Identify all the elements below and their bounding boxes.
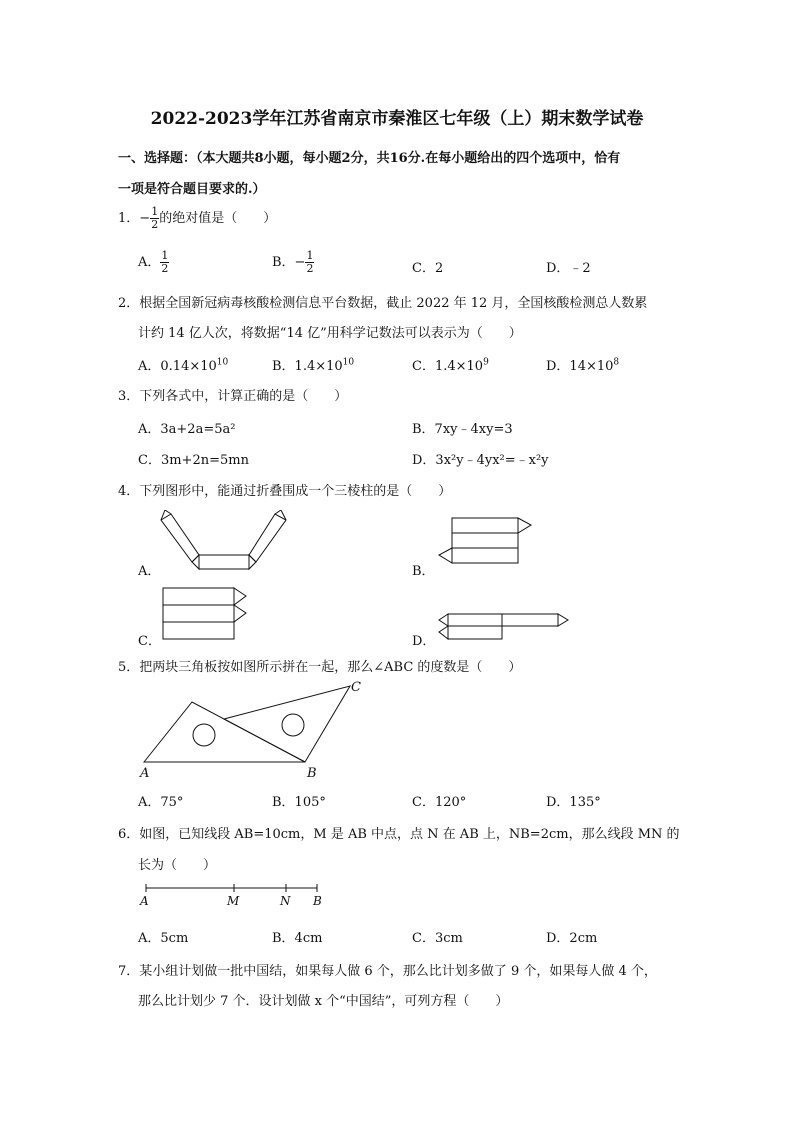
q4-net-b xyxy=(436,515,536,573)
q4-net-d xyxy=(436,606,576,644)
question-7-line2: 那么比计划少 7 个．设计划做 x 个“中国结”，可列方程（ ） xyxy=(138,994,509,1009)
q2-option-c[interactable]: C．$1.4\times 10^9$ xyxy=(412,357,489,374)
q6-option-d[interactable]: D．2cm xyxy=(546,931,598,946)
question-5: 5．把两块三角板按如图所示拼在一起，那么∠ABC 的度数是（ ） xyxy=(118,660,522,675)
q5-option-b[interactable]: B．105° xyxy=(272,795,326,810)
question-2-line2: 计约 14 亿人次，将数据“14 亿”用科学记数法可以表示为（ ） xyxy=(138,326,522,341)
q6-label-n: N xyxy=(280,894,291,908)
q1-option-d[interactable]: D．﹣2 xyxy=(546,261,591,276)
section-header-line1: 一、选择题：（本大题共8小题，每小题2分，共16分.在每小题给出的四个选项中，恰有 xyxy=(118,151,621,166)
question-1 xyxy=(118,206,276,231)
q1-stem: 的绝对值是（ ） xyxy=(159,211,277,226)
q4-net-c xyxy=(160,585,255,643)
q2-option-d[interactable]: D．$14\times 10^8$ xyxy=(546,357,620,374)
q5-label-a: A xyxy=(140,766,150,781)
q6-label-b: B xyxy=(313,894,322,908)
q2-option-b[interactable]: B．$1.4\times 10^{10}$ xyxy=(272,357,355,374)
q2-option-a[interactable]: A．$0.14\times 10^{10}$ xyxy=(138,357,229,374)
question-6-line1: 6．如图，已知线段 AB=10cm，M 是 AB 中点，点 N 在 AB 上，NB=2cm，那么线段 MN 的 xyxy=(118,827,680,842)
q6-option-b[interactable]: B．4cm xyxy=(272,931,323,946)
question-4: 4．下列图形中，能通过折叠围成一个三棱柱的是（ ） xyxy=(118,484,452,499)
q5-option-c[interactable]: C．120° xyxy=(412,795,467,810)
q3-option-a[interactable]: A．3a+2a=5a² xyxy=(138,422,236,437)
q1-option-c[interactable]: C．2 xyxy=(412,261,444,276)
q4-option-b-label[interactable]: B． xyxy=(412,564,435,579)
q6-option-a[interactable]: A．5cm xyxy=(138,931,189,946)
page-title: 2022-2023学年江苏省南京市秦淮区七年级（上）期末数学试卷 xyxy=(150,109,644,129)
q4-option-d-label[interactable]: D． xyxy=(412,634,436,649)
q5-triangles-figure xyxy=(130,676,370,784)
question-7-line1: 7．某小组计划做一批中国结，如果每人做 6 个，那么比计划多做了 9 个，如果每人做 4 个， xyxy=(118,964,657,979)
q6-option-c[interactable]: C．3cm xyxy=(412,931,463,946)
q3-option-b[interactable]: B．7xy﹣4xy=3 xyxy=(412,422,513,437)
q6-label-a: A xyxy=(140,894,149,908)
q1-sign: − xyxy=(139,211,151,226)
q6-segment-figure xyxy=(136,880,336,912)
section-header-line2: 一项是符合题目要求的.） xyxy=(118,182,266,197)
q1-number: 1． xyxy=(118,211,140,226)
q3-option-d[interactable]: D．3x²y﹣4yx²=﹣x²y xyxy=(412,453,549,468)
question-2-line1: 2．根据全国新冠病毒核酸检测信息平台数据，截止 2022 年 12 月，全国核酸检测总人数累 xyxy=(118,296,648,311)
q5-label-c: C xyxy=(351,680,361,695)
q6-label-m: M xyxy=(227,894,240,908)
q5-label-b: B xyxy=(307,766,317,781)
q1-option-b[interactable]: B．− $\frac{1}{2}$ xyxy=(272,249,314,275)
q4-option-c-label[interactable]: C． xyxy=(138,634,161,649)
q4-net-a xyxy=(155,510,295,572)
q5-option-a[interactable]: A．75° xyxy=(138,795,184,810)
q3-option-c[interactable]: C．3m+2n=5mn xyxy=(138,453,249,468)
question-3: 3．下列各式中，计算正确的是（ ） xyxy=(118,389,348,404)
q4-option-a-label[interactable]: A． xyxy=(138,564,161,579)
q1-fraction: $\frac{1}{2}$ xyxy=(151,205,159,231)
question-6-line2: 长为（ ） xyxy=(138,858,217,873)
q1-option-a[interactable]: A． $\frac{1}{2}$ xyxy=(138,249,169,275)
q5-option-d[interactable]: D．135° xyxy=(546,795,601,810)
